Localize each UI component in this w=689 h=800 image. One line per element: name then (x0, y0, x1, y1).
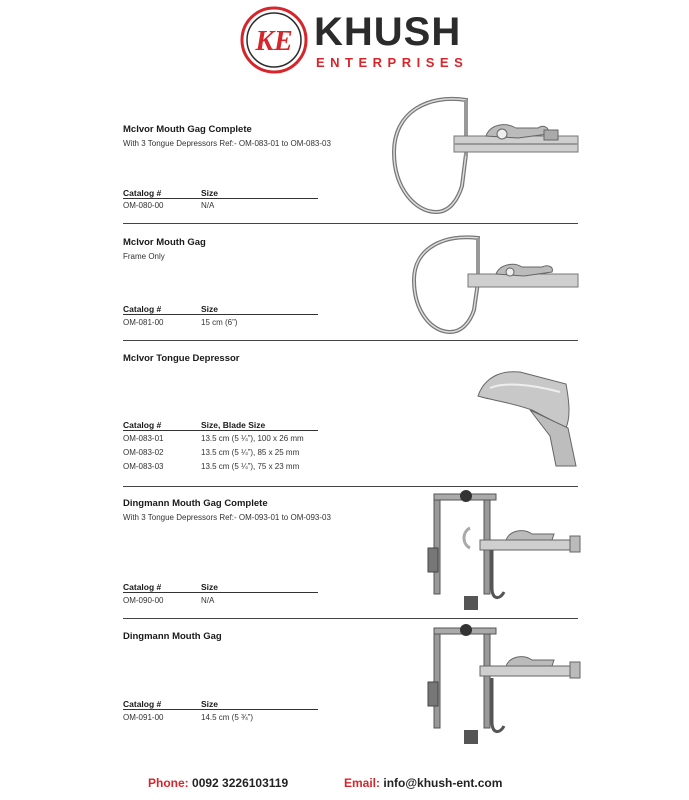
product-subtitle: With 3 Tongue Depressors Ref:- OM-093-01 to OM-093-03 (123, 513, 331, 522)
product-title: Dingmann Mouth Gag (123, 631, 222, 642)
section-divider (123, 618, 578, 619)
product-subtitle: Frame Only (123, 252, 165, 261)
header-rule (123, 198, 318, 199)
size-header: Size, Blade Size (201, 420, 266, 430)
product-title: McIvor Mouth Gag Complete (123, 124, 252, 135)
product-title: McIvor Mouth Gag (123, 237, 206, 248)
brand-logo (240, 6, 469, 76)
email-label: Email: (344, 776, 381, 790)
catalog-header: Catalog # (123, 699, 162, 709)
catalog-header: Catalog # (123, 188, 162, 198)
size-value: N/A (201, 596, 215, 605)
catalog-header: Catalog # (123, 420, 162, 430)
size-value: 13.5 cm (5 ¼”), 75 x 23 mm (201, 462, 300, 471)
mcivor-gag-complete-image (388, 94, 583, 219)
header-rule (123, 314, 318, 315)
phone-value[interactable]: 0092 3226103119 (192, 776, 289, 790)
product-title: Dingmann Mouth Gag Complete (123, 498, 268, 509)
product-subtitle: With 3 Tongue Depressors Ref:- OM-083-01 to OM-083-03 (123, 139, 331, 148)
catalog-number: OM-081-00 (123, 318, 164, 327)
email-value[interactable]: info@khush-ent.com (383, 776, 503, 790)
header-rule (123, 709, 318, 710)
footer-phone (148, 776, 288, 790)
size-value: 13.5 cm (5 ¼”), 100 x 26 mm (201, 434, 304, 443)
catalog-number: OM-090-00 (123, 596, 164, 605)
size-value: 15 cm (6”) (201, 318, 238, 327)
size-header: Size (201, 188, 219, 198)
product-title: McIvor Tongue Depressor (123, 353, 240, 364)
size-header: Size (201, 582, 219, 592)
dingmann-gag-complete-image (420, 488, 582, 614)
tongue-depressor-image (470, 366, 582, 470)
catalog-header: Catalog # (123, 304, 162, 314)
phone-label: Phone: (148, 776, 189, 790)
size-value: N/A (201, 201, 215, 210)
dingmann-gag-frame-image (420, 622, 582, 748)
brand-badge-icon (240, 6, 308, 74)
catalog-number: OM-080-00 (123, 201, 164, 210)
footer-email (344, 776, 502, 790)
brand-name: KHUSH (314, 10, 462, 54)
catalog-number: OM-083-03 (123, 462, 164, 471)
header-rule (123, 430, 318, 431)
catalog-number: OM-091-00 (123, 713, 164, 722)
header-rule (123, 592, 318, 593)
size-header: Size (201, 699, 219, 709)
section-divider (123, 486, 578, 487)
section-divider (123, 223, 578, 224)
size-header: Size (201, 304, 219, 314)
mcivor-gag-frame-image (408, 234, 583, 336)
brand-badge-text: KE (255, 26, 293, 57)
size-value: 13.5 cm (5 ¼”), 85 x 25 mm (201, 448, 300, 457)
brand-tagline: ENTERPRISES (316, 55, 469, 70)
catalog-number: OM-083-01 (123, 434, 164, 443)
size-value: 14.5 cm (5 ¾”) (201, 713, 254, 722)
catalog-number: OM-083-02 (123, 448, 164, 457)
catalog-header: Catalog # (123, 582, 162, 592)
section-divider (123, 340, 578, 341)
